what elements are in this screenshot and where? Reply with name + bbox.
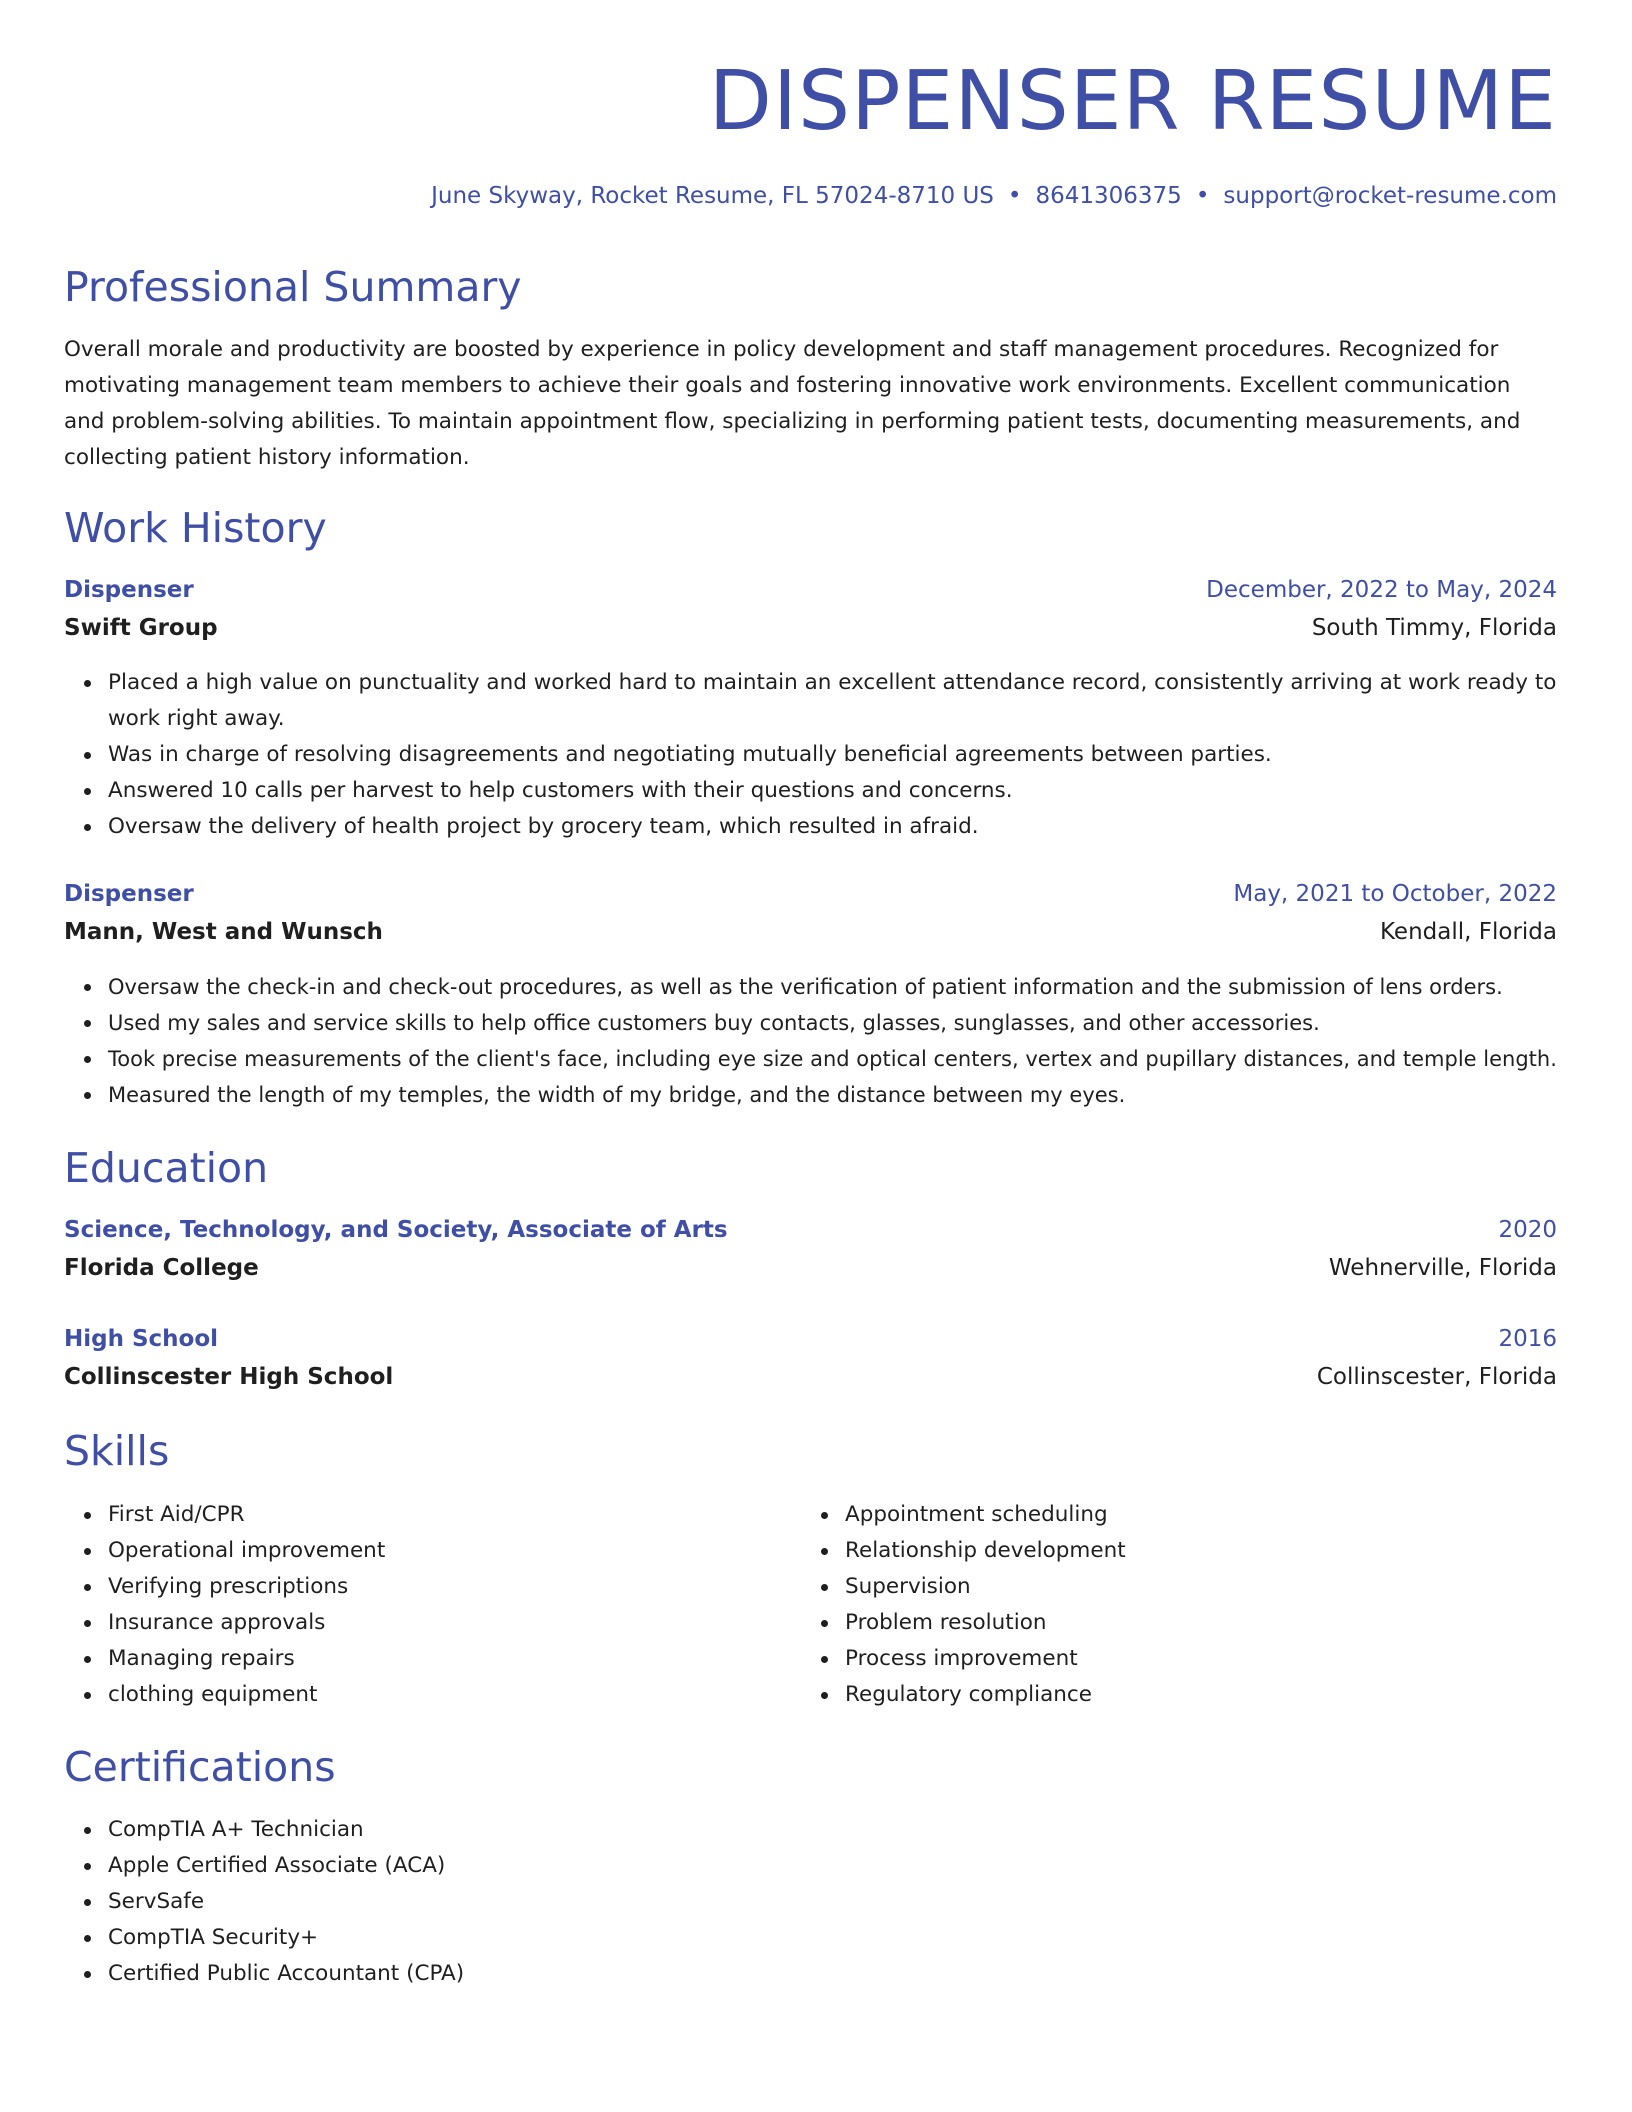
skill-item: Managing repairs [108, 1641, 798, 1677]
list-item: Was in charge of resolving disagreements and negotiating mutually beneficial agreements between parties. [108, 737, 1557, 773]
separator-dot: • [1007, 183, 1022, 209]
skill-item: Appointment scheduling [845, 1497, 1545, 1533]
degree: High School [64, 1326, 219, 1352]
skill-item: First Aid/CPR [108, 1497, 798, 1533]
education-header-row [64, 1320, 1557, 1358]
list-item: Measured the length of my temples, the width of my bridge, and the distance between my eyes. [108, 1077, 1557, 1113]
skill-item: Process improvement [845, 1641, 1545, 1677]
job-company: Swift Group [64, 615, 218, 641]
school-name: Florida College [64, 1255, 259, 1281]
address: June Skyway, Rocket Resume, FL 57024-8710 US [431, 183, 994, 209]
list-item: Took precise measurements of the client's face, including eye size and optical centers, vertex and pupillary distances, and temple length. [108, 1041, 1557, 1077]
skill-item: Verifying prescriptions [108, 1569, 798, 1605]
skills-list-right [801, 1497, 1545, 1713]
job-location: Kendall, Florida [1380, 919, 1557, 945]
certification-item: CompTIA Security+ [108, 1920, 1008, 1956]
graduation-year: 2020 [1498, 1217, 1557, 1243]
skill-item: Regulatory compliance [845, 1677, 1545, 1713]
certifications-heading: Certifications [64, 1743, 336, 1791]
phone: 8641306375 [1035, 183, 1182, 209]
skills-heading: Skills [64, 1427, 170, 1475]
education-school-row [64, 1358, 1557, 1396]
certification-item: Apple Certified Associate (ACA) [108, 1848, 1008, 1884]
degree: Science, Technology, and Society, Associate of Arts [64, 1217, 728, 1243]
school-location: Wehnerville, Florida [1328, 1255, 1557, 1281]
summary-heading: Professional Summary [64, 263, 522, 311]
education-heading: Education [64, 1144, 269, 1192]
list-item: Oversaw the check-in and check-out procedures, as well as the verification of patient information and the submission of lens orders. [108, 969, 1557, 1005]
graduation-year: 2016 [1498, 1326, 1557, 1352]
job-header-row [64, 875, 1557, 913]
school-location: Collinscester, Florida [1316, 1364, 1557, 1390]
skill-item: Insurance approvals [108, 1605, 798, 1641]
list-item: Used my sales and service skills to help office customers buy contacts, glasses, sunglasses, and other accessories. [108, 1005, 1557, 1041]
job-header-row [64, 571, 1557, 609]
job-location: South Timmy, Florida [1311, 615, 1557, 641]
list-item: Oversaw the delivery of health project by grocery team, which resulted in afraid. [108, 809, 1557, 845]
work-history-heading: Work History [64, 504, 327, 552]
skill-item: Relationship development [845, 1533, 1545, 1569]
email[interactable]: support@rocket-resume.com [1223, 183, 1557, 209]
certification-item: CompTIA A+ Technician [108, 1812, 1008, 1848]
skills-list-left [64, 1497, 798, 1713]
school-name: Collinscester High School [64, 1364, 394, 1390]
education-header-row [64, 1211, 1557, 1249]
resume-title: DISPENSER RESUME [708, 54, 1557, 149]
certification-item: Certified Public Accountant (CPA) [108, 1956, 1008, 1992]
job-company-row [64, 913, 1557, 951]
skill-item: Operational improvement [108, 1533, 798, 1569]
certification-item: ServSafe [108, 1884, 1008, 1920]
skill-item: Problem resolution [845, 1605, 1545, 1641]
skill-item: Supervision [845, 1569, 1545, 1605]
summary-text: Overall morale and productivity are boosted by experience in policy development and staff management procedures. Recognized for motivating management team members to achieve their goals and fostering innovative work environments. Excellent communication and problem-solving abilities. To maintain appointment flow, specializing in performing patient tests, documenting measurements, and collecting patient history information. [64, 337, 1521, 470]
job-dates: December, 2022 to May, 2024 [1206, 577, 1557, 603]
list-item: Placed a high value on punctuality and worked hard to maintain an excellent attendance record, consistently arriving at work ready to work right away. [108, 665, 1557, 737]
contact-line [431, 178, 1557, 214]
certifications-list [64, 1812, 1008, 1992]
education-school-row [64, 1249, 1557, 1287]
job-role: Dispenser [64, 881, 194, 907]
job-dates: May, 2021 to October, 2022 [1233, 881, 1557, 907]
list-item: Answered 10 calls per harvest to help customers with their questions and concerns. [108, 773, 1557, 809]
job-company-row [64, 609, 1557, 647]
job-company: Mann, West and Wunsch [64, 919, 383, 945]
skill-item: clothing equipment [108, 1677, 798, 1713]
separator-dot: • [1195, 183, 1210, 209]
job-role: Dispenser [64, 577, 194, 603]
job-bullets [64, 969, 1557, 1113]
job-bullets [64, 665, 1557, 845]
